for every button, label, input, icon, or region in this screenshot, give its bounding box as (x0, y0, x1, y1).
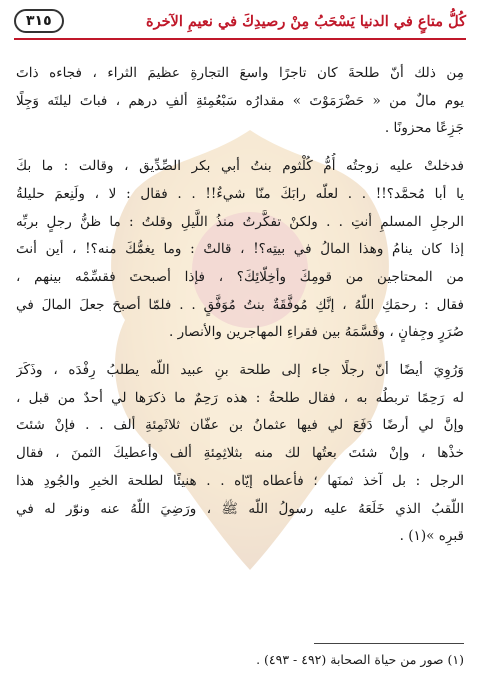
text-line: وإنَّ لي أرضًا دَفَعَ لي فيها عثمانُ بن عفّان ثلاثَمِئةِ ألف . . فإنْ شئتَ (16, 417, 464, 434)
text-line: يا أبا مُحمَّد؟!! . . لعلّه رابَكَ منّا شيءٌ!! . . فقال : لا ، ولَنِعمَ حليلةُ (16, 185, 464, 202)
page-number: ٣١٥ (14, 9, 64, 33)
paragraph-1 (16, 60, 464, 143)
footnote-divider (314, 643, 464, 644)
text-line: الرجلِ المسلمِ أنتِ . . ولكنْ تفكَّرتُ منذُ اللَّيلِ وقلتُ : ما ظنُّ رجلٍ بربِّه (16, 213, 464, 230)
paragraph-3 (16, 357, 464, 551)
text-line: مِن ذلك أنّ طلحةَ كان تاجرًا واسعَ التجارةِ عظيمَ الثراء ، فجاءه ذاتَ (16, 65, 464, 81)
text-line: صُرَرٍ وجِفانٍ ، وقَسَّمَهُ بين فقراءِ المهاجرين والأنصار . (168, 324, 464, 341)
text-line: الرجل : بل آخذ ثمنَها ؛ فأعطاه إيّاه . . هنيئًا لطلحة الخيرِ والجُودِ هذا (16, 472, 464, 489)
footnote: (١) صور من حياة الصحابة (٤٩٢ - ٤٩٣) . (256, 652, 464, 667)
text-line: جَزِعًا محزونًا . (384, 120, 464, 137)
text-line: من المحتاجين من قومِكَ وأخِلّائِكَ؟ ، فإذا أصبحتَ فقسِّمْه بينهم ، (16, 268, 464, 285)
text-line: خذْها ، وإنْ شئتَ بعتُها لك منه بثلاثِمِئةِ ألف وأعطيكَ الثمنَ ، فقال (16, 445, 464, 462)
paragraph-2 (16, 153, 464, 347)
text-line: فدخلتْ عليه زوجتُه أُمُّ كُلْثوم بنتُ أبي بكر الصِّدِّيق ، وقالت : ما بكَ (16, 158, 464, 175)
running-title: كُلُّ متاعٍ في الدنيا يَسْحَبُ مِنْ رصيدِكَ في نعيمِ الآخرة (146, 12, 466, 30)
text-line: إذا كان ينامُ وهذا المالُ في بيتِه؟! ، قالتْ : وما يغمُّكَ منه؟! ، أين أنتَ (16, 241, 464, 258)
header-rule (14, 38, 466, 40)
text-line: اللّقبُ الذي خَلَعَهُ عليه رسولُ اللّه ﷺ ، ورَضِيَ اللّهُ عنه ونوّر له في (16, 500, 464, 517)
text-line: يوم مالٌ من « حَضْرَمَوْتَ » مقدارُه سَبْعُمِئةِ ألفِ درهم ، فباتَ ليلتَه وَجِلًا (16, 92, 464, 109)
text-line: قبرِه »(١) . (399, 528, 464, 545)
body-text (16, 60, 464, 551)
page-header (14, 6, 466, 36)
text-line: فقال : رحمَكِ اللّهُ ، إنَّكِ مُوفَّقَةٌ بنتُ مُوَفَّقٍ . . فلمّا أصبحَ جعلَ المالَ في (16, 296, 464, 313)
text-line: له رَحِمًا تربطُه به ، فقال طلحةُ : هذه رَحِمٌ ما ذكرَها لي أحدٌ من قبل ، (16, 389, 464, 406)
text-line: وَرُوِيَ أيضًا أنّ رجلًا جاء إلى طلحة بنِ عبيد اللّه يطلبُ رِفْدَه ، وذَكَرَ (16, 362, 464, 379)
